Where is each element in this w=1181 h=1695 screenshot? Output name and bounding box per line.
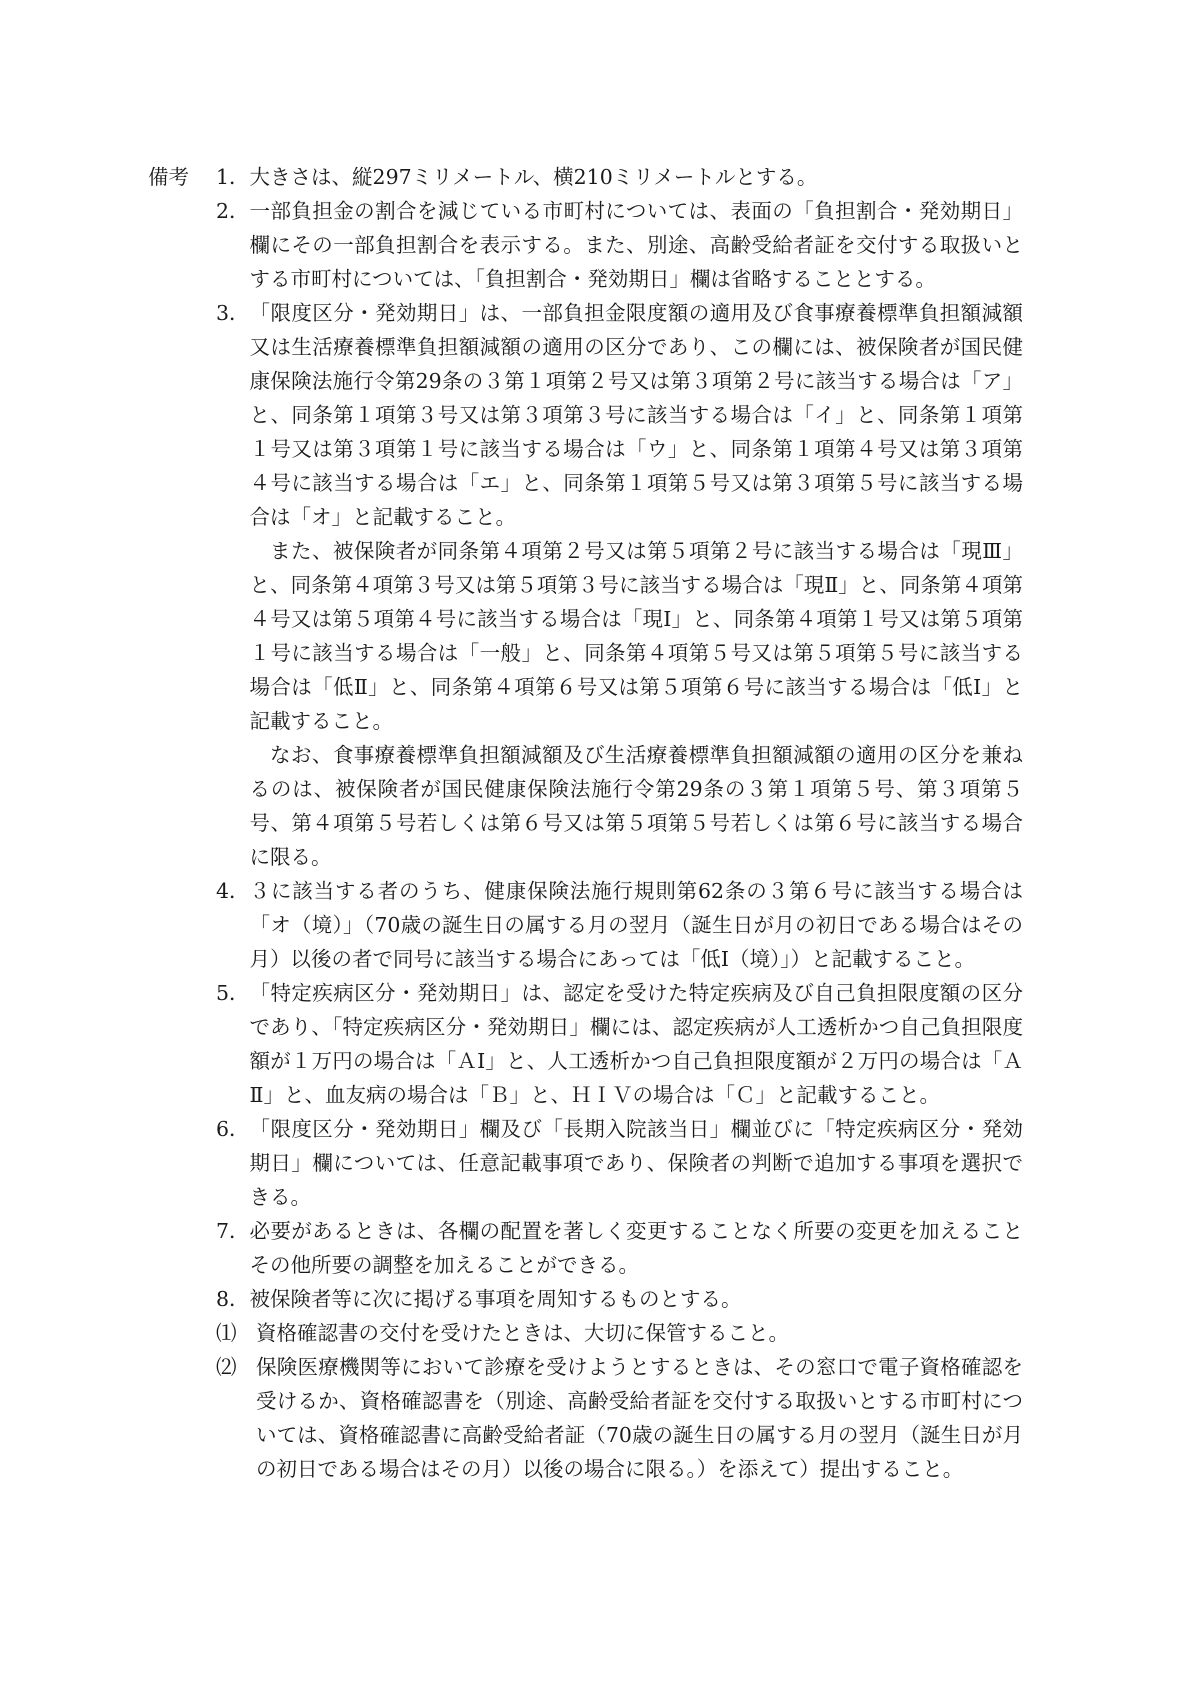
- note-paragraph: また、被保険者が同条第４項第２号又は第５項第２号に該当する場合は「現Ⅲ」と、同条第４項第３号又は第５項第３号に該当する場合は「現Ⅱ」と、同条第４項第４号又は第５項第４号に該当する場合は「現Ⅰ」と、同条第４項第１号又は第５項第１号に該当する場合は「一般」と、同条第４項第５号又は第５項第５号に該当する場合は「低Ⅱ」と、同条第４項第６号又は第５項第６号に該当する場合は「低Ⅰ」と記載すること。: [249, 539, 1023, 733]
- note-paragraph: 必要があるときは、各欄の配置を著しく変更することなく所要の変更を加えることその他所要の調整を加えることができる。: [249, 1219, 1023, 1277]
- subnote-text: 保険医療機関等において診療を受けようとするときは、その窓口で電子資格確認を受けるか、資格確認書を（別途、高齢受給者証を交付する取扱いとする市町村については、資格確認書に高齢受給者証（70歳の誕生日の属する月の翌月（誕生日が月の初日である場合はその月）以後の場合に限る。）を添えて）提出すること。: [256, 1355, 1023, 1481]
- note-paragraph: 大きさは、縦297ミリメートル、横210ミリメートルとする。: [249, 165, 818, 189]
- note-number: 5．: [216, 981, 250, 1005]
- note-paragraph: 「限度区分・発効期日」は、一部負担金限度額の適用及び食事療養標準負担額減額又は生活療養標準負担額減額の適用の区分であり、この欄には、被保険者が国民健康保険法施行令第29条の３第１項第２号又は第３項第２号に該当する場合は「ア」と、同条第１項第３号又は第３項第３号に該当する場合は「イ」と、同条第１項第１号又は第３項第１号に該当する場合は「ウ」と、同条第１項第４号又は第３項第４号に該当する場合は「エ」と、同条第１項第５号又は第３項第５号に該当する場合は「オ」と記載すること。: [249, 301, 1023, 529]
- note-item: [216, 1282, 1023, 1316]
- note-number: 1．: [216, 165, 250, 189]
- note-item: [216, 1112, 1023, 1214]
- subnote-number: ⑴: [216, 1321, 237, 1345]
- note-body: [250, 976, 1023, 1112]
- note-paragraph: 被保険者等に次に掲げる事項を周知するものとする。: [249, 1287, 742, 1311]
- note-body: [250, 1282, 1023, 1316]
- note-body: [250, 296, 1023, 874]
- note-body: [250, 1214, 1023, 1282]
- notes-list: [216, 160, 1023, 1486]
- note-body: [250, 1112, 1023, 1214]
- note-paragraph: 「限度区分・発効期日」欄及び「長期入院該当日」欄並びに「特定疾病区分・発効期日」欄については、任意記載事項であり、保険者の判断で追加する事項を選択できる。: [249, 1117, 1023, 1209]
- note-body: [250, 160, 1023, 194]
- note-paragraph: なお、食事療養標準負担額減額及び生活療養標準負担額減額の適用の区分を兼ねるのは、被保険者が国民健康保険法施行令第29条の３第１項第５号、第３項第５号、第４項第５号若しくは第６号又は第５項第５号若しくは第６号に該当する場合に限る。: [249, 743, 1023, 869]
- note-number: 4．: [216, 879, 250, 903]
- note-item: [216, 976, 1023, 1112]
- note-body: [250, 194, 1023, 296]
- remarks-label: 備考: [148, 165, 189, 189]
- note-paragraph: 一部負担金の割合を減じている市町村については、表面の「負担割合・発効期日」欄にその一部負担割合を表示する。また、別途、高齢受給者証を交付する取扱いとする市町村については、「負担割合・発効期日」欄は省略することとする。: [249, 199, 1023, 291]
- subnote-item: [216, 1316, 1023, 1350]
- note-item: [216, 296, 1023, 874]
- note-item: [216, 874, 1023, 976]
- note-paragraph: 「特定疾病区分・発効期日」は、認定を受けた特定疾病及び自己負担限度額の区分であり、「特定疾病区分・発効期日」欄には、認定疾病が人工透析かつ自己負担限度額が１万円の場合は「ＡⅠ」と、人工透析かつ自己負担限度額が２万円の場合は「ＡⅡ」と、血友病の場合は「Ｂ」と、ＨＩＶの場合は「Ｃ」と記載すること。: [249, 981, 1023, 1107]
- note-body: [250, 874, 1023, 976]
- note-item: [216, 160, 1023, 194]
- note-paragraph: ３に該当する者のうち、健康保険法施行規則第62条の３第６号に該当する場合は「オ（境）」（70歳の誕生日の属する月の翌月（誕生日が月の初日である場合はその月）以後の者で同号に該当する場合にあっては「低Ⅰ（境）」）と記載すること。: [249, 879, 1023, 971]
- note-number: 6．: [216, 1117, 250, 1141]
- subnote-text: 資格確認書の交付を受けたときは、大切に保管すること。: [256, 1321, 789, 1345]
- note-item: [216, 1214, 1023, 1282]
- note-number: 7．: [216, 1219, 250, 1243]
- subnote-number: ⑵: [216, 1355, 237, 1379]
- note-number: 8．: [216, 1287, 250, 1311]
- subnote-item: [216, 1350, 1023, 1486]
- note-number: 2．: [216, 199, 250, 223]
- remarks-section: [148, 160, 1023, 1486]
- note-item: [216, 194, 1023, 296]
- note-number: 3．: [216, 301, 250, 325]
